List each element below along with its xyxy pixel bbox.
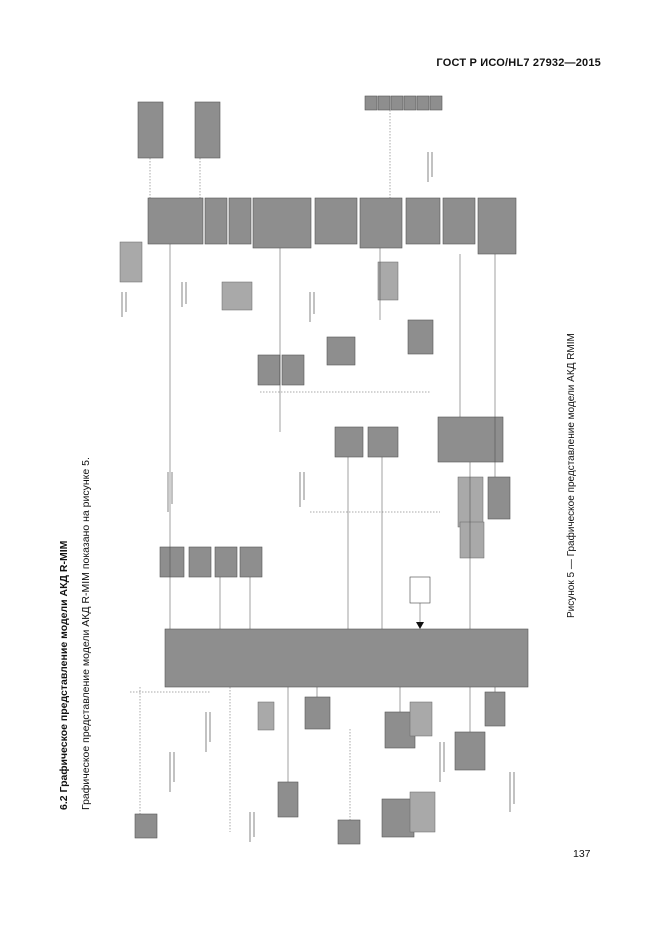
section-intro: Графическое представление модели АКД R-MIM показано на рисунке 5. <box>80 457 92 810</box>
rmim-diagram <box>110 92 530 852</box>
page-number: 137 <box>573 848 591 860</box>
diagram-block-clinical-document <box>165 629 528 687</box>
section-title: 6.2 Графическое представление модели АКД R-MIM <box>58 540 70 810</box>
rmim-diagram-graphic <box>110 92 530 852</box>
figure-caption: Рисунок 5 — Графическое представление модели АКД RMIM <box>566 333 577 618</box>
document-header: ГОСТ Р ИСО/HL7 27932—2015 <box>436 57 601 69</box>
